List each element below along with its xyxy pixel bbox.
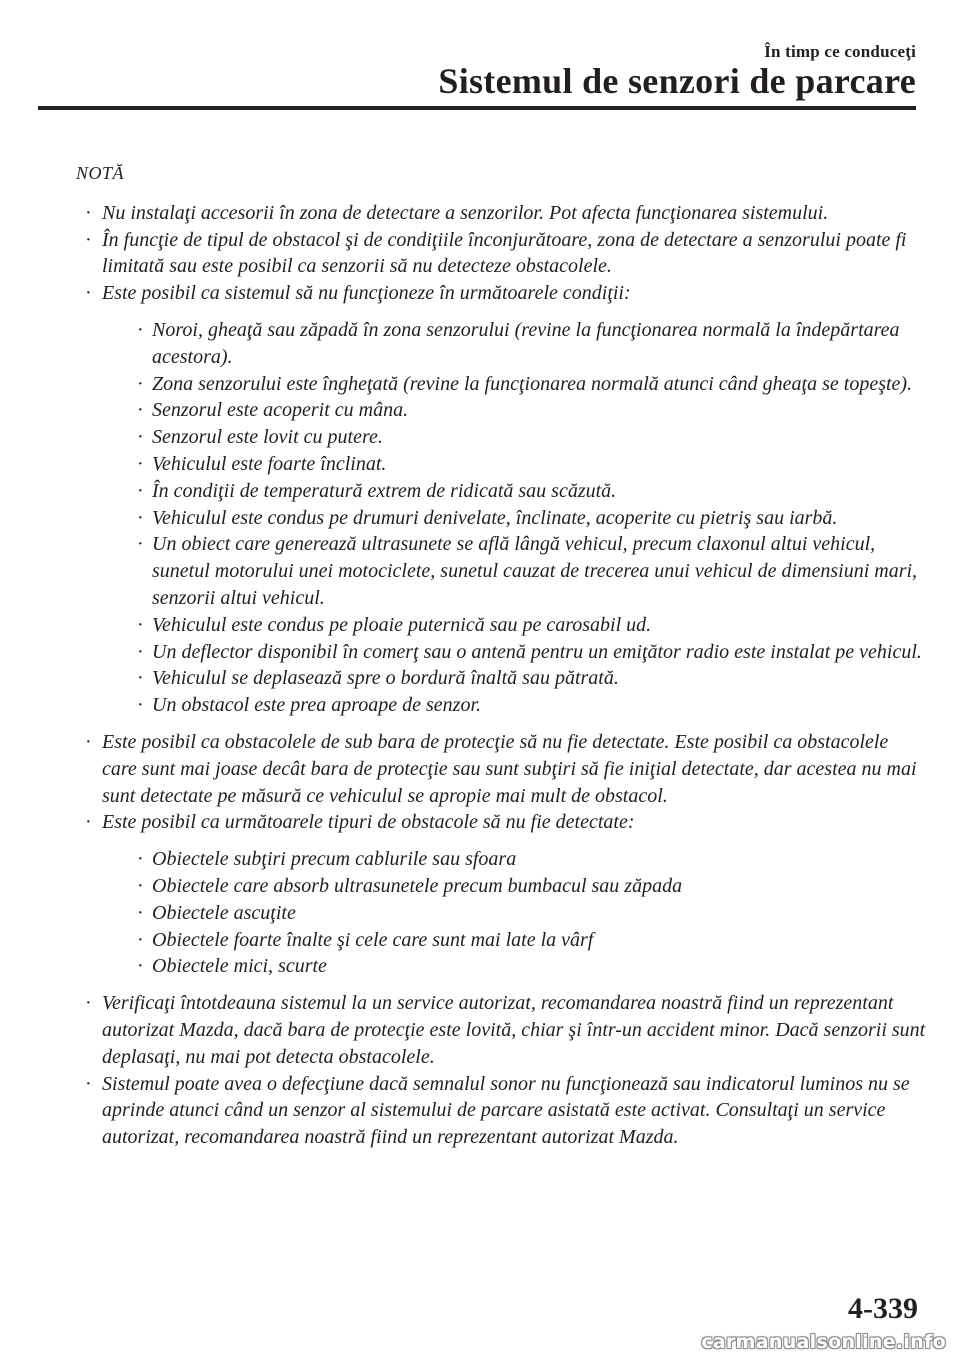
conditions-list (102, 317, 926, 719)
condition-item: · Vehiculul este condus pe ploaie puternică sau pe carosabil ud. (102, 612, 926, 639)
obstacle-type-item: · Obiectele care absorb ultrasunetele precum bumbacul sau zăpada (102, 873, 926, 900)
page-number: 4-339 (848, 1292, 918, 1325)
obstacle-type-item: · Obiectele mici, scurte (102, 953, 926, 980)
obstacle-type-item: · Obiectele foarte înalte şi cele care sunt mai late la vârf (102, 927, 926, 954)
condition-item: · În condiţii de temperatură extrem de ridicată sau scăzută. (102, 478, 926, 505)
note-item-with-sublist (76, 809, 926, 980)
condition-item: · Zona senzorului este îngheţată (revine la funcţionarea normală atunci când gheaţa se topeşte). (102, 371, 926, 398)
condition-item: · Vehiculul este condus pe drumuri denivelate, înclinate, acoperite cu pietriş sau iarbă. (102, 505, 926, 532)
watermark: carmanualsonline.info (701, 1331, 946, 1353)
obstacle-type-item: · Obiectele ascuţite (102, 900, 926, 927)
note-item-with-sublist (76, 280, 926, 719)
note-item-text: Este posibil ca următoarele tipuri de obstacole să nu fie detectate: (102, 811, 635, 834)
note-item: · Este posibil ca obstacolele de sub bara de protecţie să nu fie detectate. Este posibil ca obstacolele care sunt mai joase decât bara de protecţie sau sunt subţiri să fie iniţial detectate, dar acestea nu mai sunt detectate pe măsură ce vehiculul se apropie mai mult de obstacol. (76, 729, 926, 809)
note-item: · Nu instalaţi accesorii în zona de detectare a senzorilor. Pot afecta funcţionarea sistemului. (76, 200, 926, 227)
note-title: NOTĂ (76, 163, 125, 183)
condition-item: · Senzorul este acoperit cu mâna. (102, 397, 926, 424)
condition-item: · Noroi, gheaţă sau zăpadă în zona senzorului (revine la funcţionarea normală la îndepărtarea acestora). (102, 317, 926, 371)
header-divider (38, 106, 916, 110)
condition-item: · Vehiculul este foarte înclinat. (102, 451, 926, 478)
obstacle-type-item: · Obiectele subţiri precum cablurile sau sfoara (102, 846, 926, 873)
note-box (76, 160, 926, 1151)
note-item: · Verificaţi întotdeauna sistemul la un service autorizat, recomandarea noastră fiind un reprezentant autorizat Mazda, dacă bara de protecţie este lovită, chiar şi într-un accident minor. Dacă senzorii sunt deplasaţi, nu mai pot detecta obstacolele. (76, 990, 926, 1070)
note-list (76, 200, 926, 1151)
condition-item: · Un obstacol este prea aproape de senzor. (102, 692, 926, 719)
section-subtitle: În timp ce conduceţi (764, 42, 916, 61)
note-item: · În funcţie de tipul de obstacol şi de condiţiile înconjurătoare, zona de detectare a senzorului poate fi limitată sau este posibil ca senzorii să nu detecteze obstacolele. (76, 227, 926, 281)
condition-item: · Senzorul este lovit cu putere. (102, 424, 926, 451)
note-item: · Sistemul poate avea o defecţiune dacă semnalul sonor nu funcţionează sau indicatorul luminos nu se aprinde atunci când un senzor al sistemului de parcare asistată este activat. Consultaţi un service autorizat, recomandarea noastră fiind un reprezentant autorizat Mazda. (76, 1071, 926, 1151)
obstacle-types-list (102, 846, 926, 980)
page-title: Sistemul de senzori de parcare (438, 61, 916, 101)
note-item-text: Este posibil ca sistemul să nu funcţioneze în următoarele condiţii: (102, 282, 631, 305)
condition-item: · Un obiect care generează ultrasunete se află lângă vehicul, precum claxonul altui vehicul, sunetul motorului unei motociclete, sunetul cauzat de trecerea unui vehicul de dimensiuni mari, senzorii altui vehicul. (102, 531, 926, 611)
condition-item: · Un deflector disponibil în comerţ sau o antenă pentru un emiţător radio este instalat pe vehicul. (102, 639, 926, 666)
condition-item: · Vehiculul se deplasează spre o bordură înaltă sau pătrată. (102, 665, 926, 692)
